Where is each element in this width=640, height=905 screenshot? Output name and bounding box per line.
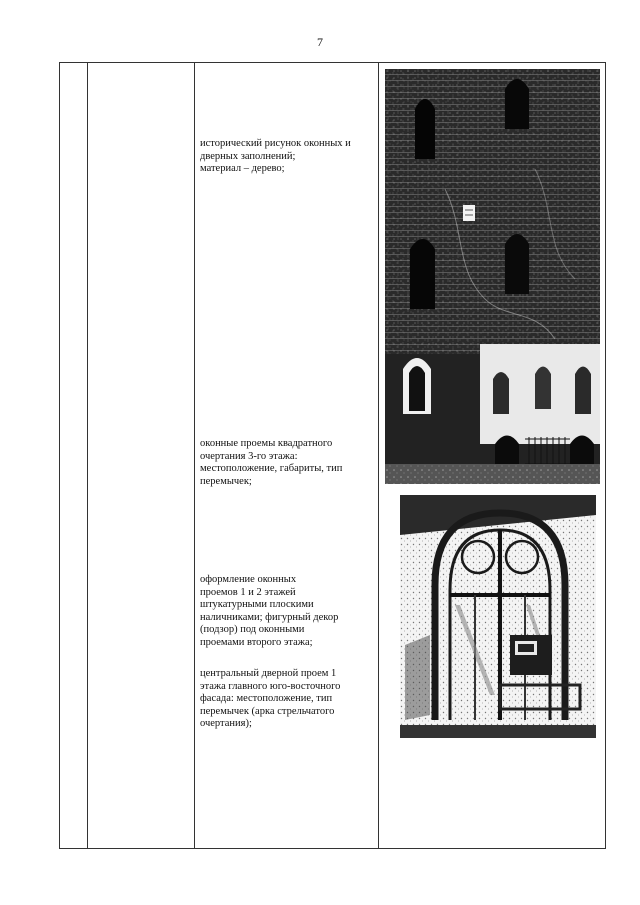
arched-window-frame-photo	[400, 495, 596, 738]
document-table	[59, 62, 606, 849]
column-divider	[378, 63, 379, 848]
feature-description-window-trim: оформление оконных проемов 1 и 2 этажей штукатурными плоскими наличниками; фигурный декор (подзор) под оконными проемами второго этажа;	[200, 574, 339, 648]
ruined-brick-facade-photo	[385, 69, 600, 484]
feature-description-windows-doors: исторический рисунок оконных и дверных заполнений; материал – дерево;	[200, 138, 351, 174]
column-divider	[87, 63, 88, 848]
feature-description-third-floor-windows: оконные проемы квадратного очертания 3-го этажа: местоположение, габариты, тип перемычек;	[200, 438, 343, 487]
feature-description-central-door: центральный дверной проем 1 этажа главного юго-восточного фасада: местоположение, тип перемычек (арка стрельчатого очертания);	[200, 668, 341, 729]
page-number: 7	[317, 35, 323, 49]
column-divider	[194, 63, 195, 848]
